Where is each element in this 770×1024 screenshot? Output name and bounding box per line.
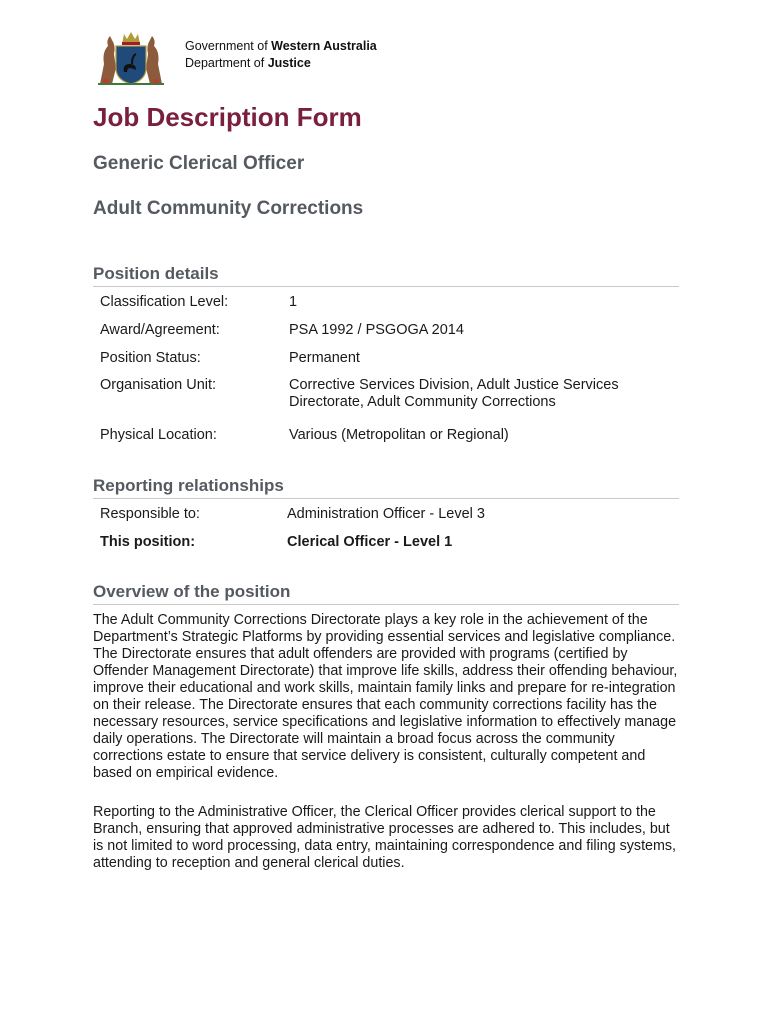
overview-paragraph-1: The Adult Community Corrections Directorate plays a key role in the achievement of the Department’s Strategic Platforms by providing essential services and legislative compliance. The Directorate ensures that adult offenders are provided with programs (certified by Offender Management Directorate) that improve life skills, address their offending behaviour, improve their educational and work skills, maintain family links and prepare for re-integration on their release. The Directorate ensures that each community corrections facility has the necessary resources, service specifications and legislative information to effectively manage daily operations. The Directorate will maintain a broad focus across the community corrections estate to ensure that service delivery is consistent, culturally competent and based on empirical evidence. [93, 612, 678, 781]
row-label: Classification Level: [100, 294, 229, 310]
row-value: Clerical Officer - Level 1 [287, 534, 453, 550]
job-title: Generic Clerical Officer [93, 153, 305, 174]
row-label: Organisation Unit: [100, 377, 217, 393]
row-label: This position: [100, 534, 196, 550]
page-title: Job Description Form [93, 102, 362, 132]
dept-prefix: Department of [185, 56, 268, 70]
row-value: PSA 1992 / PSGOGA 2014 [289, 322, 464, 338]
row-value: Corrective Services Division, Adult Justice Services Directorate, Adult Community Corrections [289, 377, 619, 410]
overview-heading: Overview of the position [93, 582, 679, 605]
directorate-name: Adult Community Corrections [93, 198, 364, 219]
row-label: Physical Location: [100, 427, 217, 443]
gov-name: Western Australia [271, 39, 377, 53]
government-department-text [185, 38, 377, 72]
row-label: Position Status: [100, 350, 201, 366]
position-details-heading: Position details [93, 264, 679, 287]
row-value: 1 [289, 294, 298, 310]
row-value: Various (Metropolitan or Regional) [289, 427, 509, 443]
row-value: Permanent [289, 350, 360, 366]
reporting-relationships-heading: Reporting relationships [93, 476, 679, 499]
row-value: Administration Officer - Level 3 [287, 506, 485, 522]
wa-coat-of-arms-icon [92, 24, 170, 86]
overview-paragraph-2: Reporting to the Administrative Officer, the Clerical Officer provides clerical support to the Branch, ensuring that approved administrative processes are adhered to. This includes, but is not limited to word processing, data entry, maintaining correspondence and filing systems, attending to reception and general clerical duties. [93, 804, 677, 871]
page-header [92, 24, 692, 90]
row-label: Responsible to: [100, 506, 200, 522]
row-label: Award/Agreement: [100, 322, 220, 338]
gov-prefix: Government of [185, 39, 272, 53]
dept-name: Justice [267, 56, 311, 70]
